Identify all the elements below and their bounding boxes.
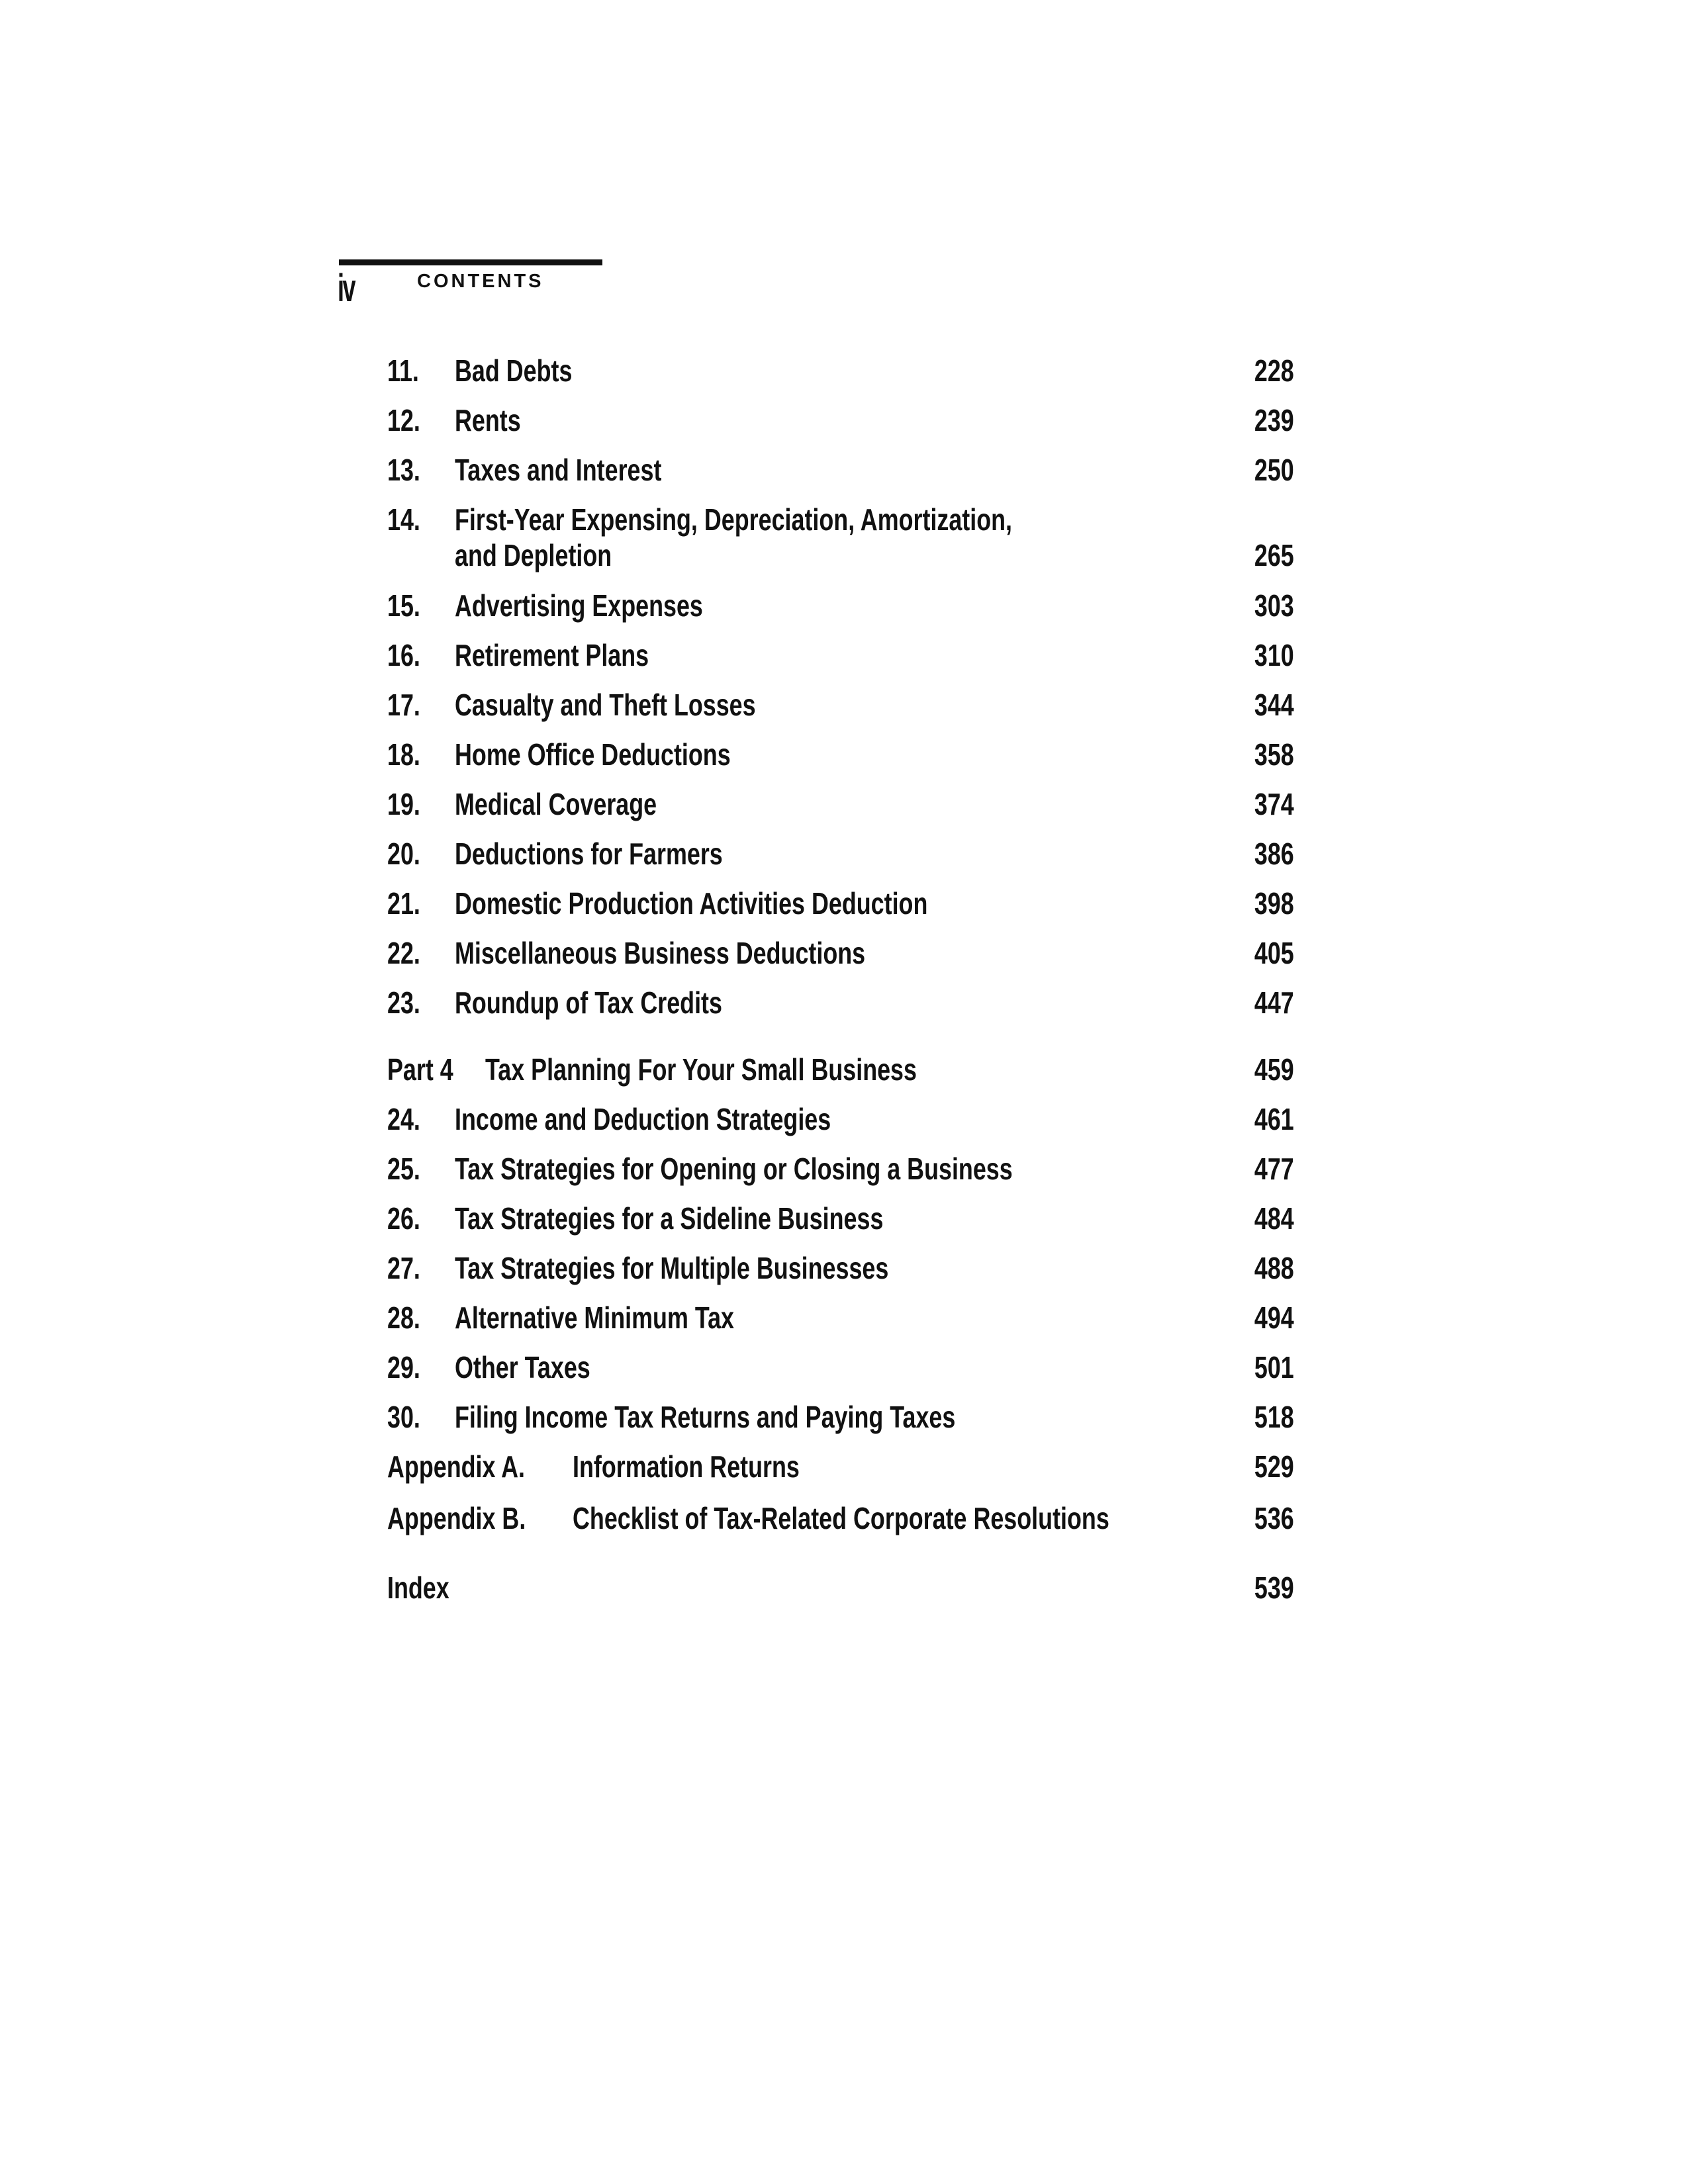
toc-entry-number: 20.	[387, 837, 420, 871]
toc-entry-number: 26.	[387, 1201, 420, 1236]
toc-appendix-page: 536	[1254, 1501, 1294, 1535]
toc-entry-title: Home Office Deductions	[455, 737, 731, 772]
toc-entry-23[interactable]	[387, 981, 1294, 1024]
toc-appendix-page: 529	[1254, 1449, 1294, 1484]
toc-entry-page: 501	[1254, 1350, 1294, 1385]
toc-appendix-b[interactable]	[387, 1497, 1294, 1539]
toc-entry-title: Alternative Minimum Tax	[455, 1300, 735, 1335]
toc-entry-number: 16.	[387, 638, 420, 672]
toc-entry-page: 228	[1254, 353, 1294, 388]
toc-entry-12[interactable]	[387, 399, 1294, 441]
toc-entry-number: 19.	[387, 787, 420, 821]
toc-entry-number: 28.	[387, 1300, 420, 1335]
toc-entry-11[interactable]	[387, 349, 1294, 392]
toc-entry-page: 461	[1254, 1102, 1294, 1136]
toc-entry-14[interactable]	[387, 498, 1294, 583]
toc-entry-page: 488	[1254, 1251, 1294, 1285]
toc-entry-25[interactable]	[387, 1148, 1294, 1190]
toc-part-page: 459	[1254, 1052, 1294, 1087]
toc-entry-page: 310	[1254, 638, 1294, 672]
toc-index[interactable]	[387, 1567, 1294, 1609]
toc-entry-number: 11.	[387, 353, 419, 388]
toc-entry-page: 484	[1254, 1201, 1294, 1236]
toc-entry-number: 15.	[387, 588, 420, 623]
toc-part-title: Tax Planning For Your Small Business	[485, 1052, 917, 1087]
toc-entry-title: Roundup of Tax Credits	[455, 985, 722, 1020]
toc-entry-number: 29.	[387, 1350, 420, 1385]
toc-appendix-label: Appendix B.	[387, 1501, 526, 1535]
toc-entry-title: Domestic Production Activities Deduction	[455, 886, 928, 921]
toc-entry-page: 239	[1254, 403, 1294, 437]
toc-entry-19[interactable]	[387, 783, 1294, 825]
toc-entry-26[interactable]	[387, 1197, 1294, 1240]
toc-entry-title: Income and Deduction Strategies	[455, 1102, 831, 1136]
toc-entry-number: 27.	[387, 1251, 420, 1285]
page-folio: iv	[338, 267, 355, 310]
toc-entry-number: 14.	[387, 502, 420, 537]
toc-entry-page: 386	[1254, 837, 1294, 871]
toc-entry-page: 518	[1254, 1400, 1294, 1434]
toc-entry-title: Medical Coverage	[455, 787, 657, 821]
toc-index-title: Index	[387, 1570, 449, 1605]
toc-entry-number: 13.	[387, 453, 420, 487]
toc-entry-number: 23.	[387, 985, 420, 1020]
toc-entry-page: 303	[1254, 588, 1294, 623]
toc-entry-title: Deductions for Farmers	[455, 837, 723, 871]
toc-entry-page: 405	[1254, 936, 1294, 970]
toc-entry-number: 18.	[387, 737, 420, 772]
toc-index-page: 539	[1254, 1570, 1294, 1605]
toc-entry-title: Tax Strategies for a Sideline Business	[455, 1201, 884, 1236]
toc-entry-title: Bad Debts	[455, 353, 573, 388]
toc-entry-page: 447	[1254, 985, 1294, 1020]
toc-entry-24[interactable]	[387, 1098, 1294, 1140]
toc-entry-title: Rents	[455, 403, 521, 437]
toc-entry-number: 21.	[387, 886, 420, 921]
toc-entry-29[interactable]	[387, 1346, 1294, 1388]
toc-entry-27[interactable]	[387, 1247, 1294, 1289]
toc-entry-13[interactable]	[387, 449, 1294, 491]
toc-entry-page: 494	[1254, 1300, 1294, 1335]
toc-entry-28[interactable]	[387, 1297, 1294, 1339]
toc-entry-number: 12.	[387, 403, 420, 437]
toc-entry-page: 344	[1254, 688, 1294, 722]
toc-entry-17[interactable]	[387, 684, 1294, 726]
toc-entry-title: Advertising Expenses	[455, 588, 703, 623]
toc-entry-title: Filing Income Tax Returns and Paying Taxes	[455, 1400, 956, 1434]
toc-entry-number: 24.	[387, 1102, 420, 1136]
toc-appendix-title: Checklist of Tax-Related Corporate Resolutions	[573, 1501, 1109, 1535]
toc-entry-title: Retirement Plans	[455, 638, 649, 672]
toc-appendix-title: Information Returns	[573, 1449, 800, 1484]
toc-entry-title-line2: and Depletion	[455, 538, 612, 572]
toc-entry-number: 17.	[387, 688, 420, 722]
toc-entry-number: 25.	[387, 1152, 420, 1186]
toc-entry-title: Tax Strategies for Multiple Businesses	[455, 1251, 889, 1285]
toc-entry-title-line1: First-Year Expensing, Depreciation, Amortization,	[455, 502, 1013, 537]
toc-entry-title: Miscellaneous Business Deductions	[455, 936, 866, 970]
running-title: CONTENTS	[417, 271, 544, 292]
toc-entry-title: Tax Strategies for Opening or Closing a Business	[455, 1152, 1013, 1186]
toc-entry-30[interactable]	[387, 1396, 1294, 1438]
toc-part-4[interactable]	[387, 1048, 1294, 1091]
toc-entry-page: 358	[1254, 737, 1294, 772]
toc-entry-title: Other Taxes	[455, 1350, 590, 1385]
toc-part-label: Part 4	[387, 1052, 453, 1087]
toc-entry-number: 22.	[387, 936, 420, 970]
toc-entry-22[interactable]	[387, 932, 1294, 974]
toc-entry-page: 398	[1254, 886, 1294, 921]
toc-entry-16[interactable]	[387, 634, 1294, 676]
toc-entry-page: 265	[1254, 538, 1294, 572]
toc-entry-20[interactable]	[387, 833, 1294, 875]
toc-entry-number: 30.	[387, 1400, 420, 1434]
toc-entry-page: 477	[1254, 1152, 1294, 1186]
toc-appendix-label: Appendix A.	[387, 1449, 525, 1484]
toc-entry-page: 374	[1254, 787, 1294, 821]
toc-entry-title: Casualty and Theft Losses	[455, 688, 756, 722]
toc-entry-15[interactable]	[387, 584, 1294, 627]
toc-entry-title: Taxes and Interest	[455, 453, 662, 487]
toc-entry-18[interactable]	[387, 733, 1294, 776]
toc-entry-page: 250	[1254, 453, 1294, 487]
toc-entry-21[interactable]	[387, 882, 1294, 925]
toc-appendix-a[interactable]	[387, 1445, 1294, 1488]
